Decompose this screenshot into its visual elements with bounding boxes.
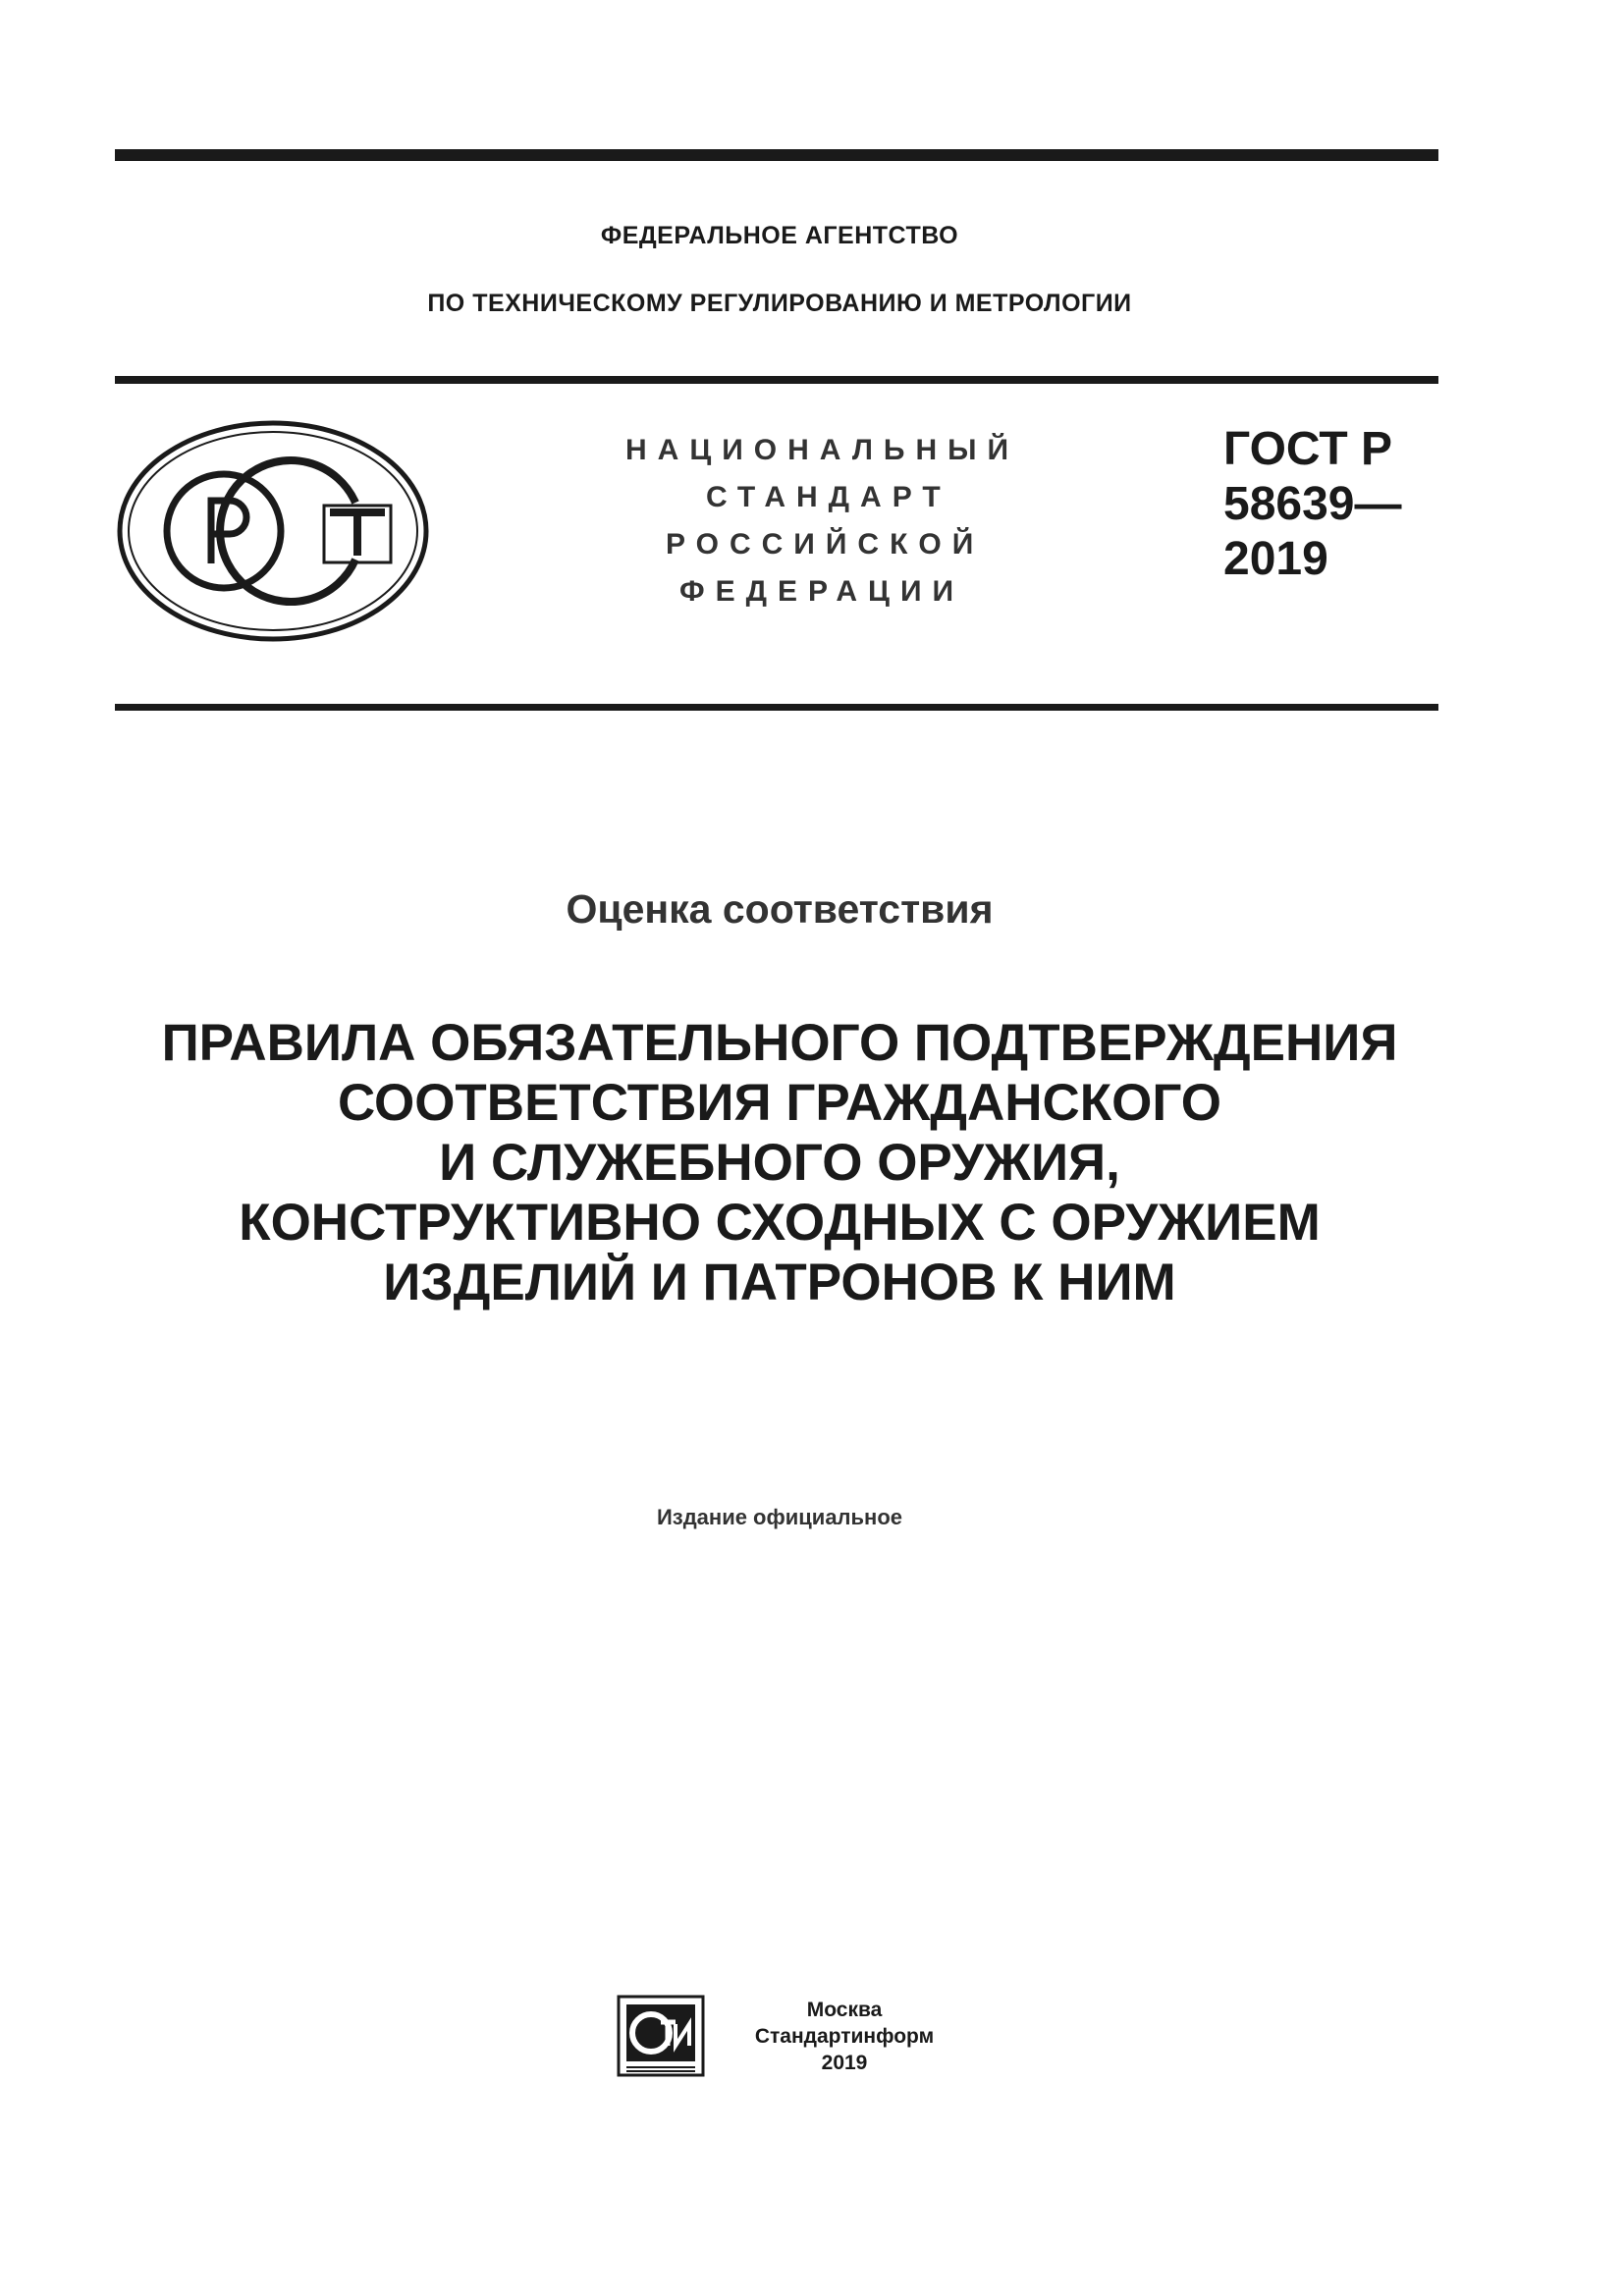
national-line-2: СТАНДАРТ [706,481,951,513]
national-line-1: НАЦИОНАЛЬНЫЙ [625,434,1020,466]
publisher-name: Стандартинформ [754,2025,935,2048]
national-standard-label [589,427,1041,615]
national-line-4: ФЕДЕРАЦИИ [679,575,965,608]
title-line-1: ПРАВИЛА ОБЯЗАТЕЛЬНОГО ПОДТВЕРЖДЕНИЯ [161,1014,1398,1072]
publisher-year: 2019 [821,2052,868,2074]
gost-number [1223,422,1401,587]
publisher-city: Москва [806,1999,883,2021]
middle-divider [115,376,1438,384]
publisher-imprint [727,1997,962,2076]
gost-line-3: 2019 [1223,533,1328,585]
gost-line-2: 58639— [1223,478,1402,530]
standartinform-logo-icon [615,1991,709,2079]
title-line-2: СООТВЕТСТВИЯ ГРАЖДАНСКОГО [338,1074,1221,1132]
edition-label: Издание официальное [656,1505,903,1529]
title-line-4: КОНСТРУКТИВНО СХОДНЫХ С ОРУЖИЕМ [239,1194,1321,1252]
gost-line-1: ГОСТ Р [1223,423,1393,475]
title-line-3: И СЛУЖЕБНОГО ОРУЖИЯ, [439,1134,1120,1192]
top-divider [115,149,1438,161]
bottom-divider [115,704,1438,711]
national-line-3: РОССИЙСКОЙ [666,528,985,561]
document-title [0,1013,1559,1312]
title-line-5: ИЗДЕЛИЙ И ПАТРОНОВ К НИМ [383,1254,1176,1311]
agency-line-2: ПО ТЕХНИЧЕСКОМУ РЕГУЛИРОВАНИЮ И МЕТРОЛОГИИ [427,290,1132,317]
agency-line-1: ФЕДЕРАЛЬНОЕ АГЕНТСТВО [600,222,959,249]
document-subtitle: Оценка соответствия [566,886,994,932]
rst-certification-mark-icon [114,416,432,646]
